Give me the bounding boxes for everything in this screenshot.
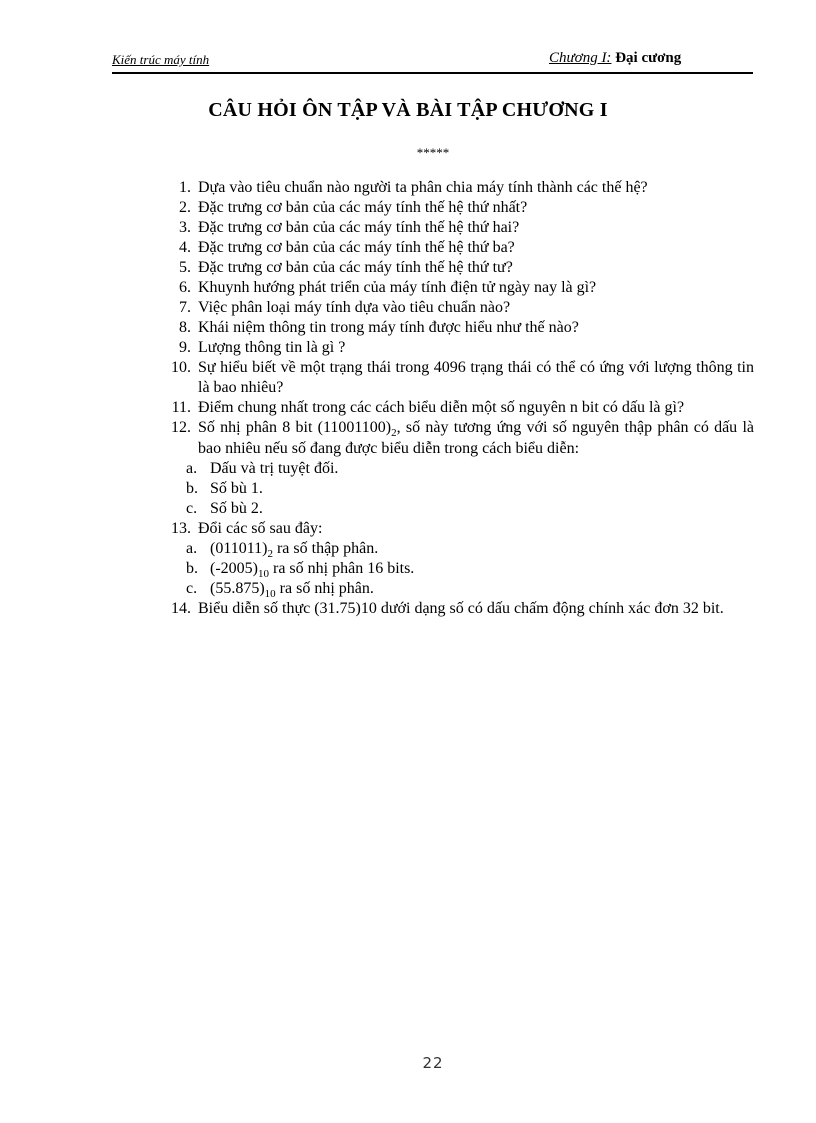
question-number: 1. bbox=[179, 179, 191, 196]
question-item bbox=[169, 278, 754, 298]
question-item bbox=[169, 398, 754, 418]
question-number: 11. bbox=[171, 399, 191, 416]
sub-question-letter: b. bbox=[186, 480, 198, 497]
sub-question-text: Số bù 2. bbox=[210, 500, 263, 517]
question-list bbox=[169, 178, 754, 619]
question-number: 4. bbox=[179, 239, 191, 256]
number-value: (011011) bbox=[210, 540, 268, 557]
question-text: Đặc trưng cơ bản của các máy tính thế hệ thứ nhất? bbox=[198, 199, 528, 216]
question-item bbox=[169, 338, 754, 358]
sub-question-list bbox=[169, 539, 754, 599]
header-book-title: Kiến trúc máy tính bbox=[112, 52, 210, 67]
question-number: 14. bbox=[171, 600, 191, 617]
question-text: Đặc trưng cơ bản của các máy tính thế hệ thứ hai? bbox=[198, 219, 520, 236]
title-separator: ***** bbox=[416, 145, 450, 160]
sub-question-letter: c. bbox=[186, 580, 198, 597]
question-text: Khuynh hướng phát triển của máy tính điện tử ngày nay là gì? bbox=[198, 279, 597, 296]
page-header bbox=[112, 48, 753, 74]
question-text bbox=[198, 419, 754, 457]
question-item bbox=[169, 218, 754, 238]
question-item bbox=[169, 258, 754, 278]
sub-question-text bbox=[210, 580, 374, 600]
sub-question-text: Số bù 1. bbox=[210, 480, 263, 497]
question-number: 13. bbox=[171, 520, 191, 537]
subscript: 10 bbox=[264, 588, 276, 600]
question-number: 8. bbox=[179, 319, 191, 336]
question-text: Việc phân loại máy tính dựa vào tiêu chuẩn nào? bbox=[198, 299, 511, 316]
sub-question-item bbox=[169, 479, 754, 499]
sub-question-item bbox=[169, 459, 754, 479]
sub-question-rest: ra số nhị phân 16 bits. bbox=[268, 560, 415, 577]
question-item bbox=[169, 599, 754, 619]
question-text-part: Số nhị phân 8 bit (11001100) bbox=[198, 419, 392, 436]
header-chapter bbox=[549, 50, 681, 67]
question-item bbox=[169, 318, 754, 338]
question-item bbox=[169, 418, 754, 459]
sub-question-text bbox=[210, 560, 415, 580]
sub-question-item bbox=[169, 539, 754, 559]
question-text: Khái niệm thông tin trong máy tính được hiểu như thế nào? bbox=[198, 319, 579, 336]
question-number: 7. bbox=[179, 299, 191, 316]
question-item bbox=[169, 198, 754, 218]
question-text: Biểu diễn số thực (31.75)10 dưới dạng số có dấu chấm động chính xác đơn 32 bit. bbox=[198, 600, 724, 617]
sub-question-text: Dấu và trị tuyệt đối. bbox=[210, 460, 339, 477]
sub-question-rest: ra số nhị phân. bbox=[275, 580, 374, 597]
question-text: Dựa vào tiêu chuẩn nào người ta phân chia máy tính thành các thế hệ? bbox=[198, 179, 648, 196]
sub-question-letter: a. bbox=[186, 460, 198, 477]
question-text: Sự hiểu biết về một trạng thái trong 4096 trạng thái có thể có ứng với lượng thông tin là bao nhiêu? bbox=[198, 359, 754, 396]
number-value: (-2005) bbox=[210, 560, 258, 577]
question-text: Lượng thông tin là gì ? bbox=[198, 339, 346, 356]
question-number: 9. bbox=[179, 339, 191, 356]
question-text-part: , số này tương ứng với số nguyên thập phân có dấu là bao nhiêu nếu số đang được biểu diễn trong cách biểu diễn: bbox=[198, 419, 754, 457]
sub-question-letter: c. bbox=[186, 500, 198, 517]
question-text: Đổi các số sau đây: bbox=[198, 520, 323, 537]
question-text: Đặc trưng cơ bản của các máy tính thế hệ thứ ba? bbox=[198, 239, 515, 256]
number-value: (55.875) bbox=[210, 580, 265, 597]
question-item bbox=[169, 519, 754, 539]
question-number: 2. bbox=[179, 199, 191, 216]
question-item bbox=[169, 358, 754, 398]
question-item bbox=[169, 298, 754, 318]
question-number: 12. bbox=[171, 419, 191, 436]
question-item bbox=[169, 238, 754, 258]
question-number: 5. bbox=[179, 259, 191, 276]
question-item bbox=[169, 178, 754, 198]
page-number: 22 bbox=[422, 1054, 444, 1072]
page-title: CÂU HỎI ÔN TẬP VÀ BÀI TẬP CHƯƠNG I bbox=[208, 99, 608, 121]
question-number: 10. bbox=[171, 359, 191, 376]
sub-question-item bbox=[169, 499, 754, 519]
sub-question-list bbox=[169, 459, 754, 519]
question-text: Điểm chung nhất trong các cách biểu diễn một số nguyên n bit có dấu là gì? bbox=[198, 399, 685, 416]
sub-question-item bbox=[169, 579, 754, 599]
subscript: 2 bbox=[391, 427, 397, 439]
question-number: 6. bbox=[179, 279, 191, 296]
subscript: 2 bbox=[267, 548, 273, 560]
sub-question-item bbox=[169, 559, 754, 579]
sub-question-letter: b. bbox=[186, 560, 198, 577]
sub-question-text bbox=[210, 540, 379, 560]
subscript: 10 bbox=[257, 568, 269, 580]
header-chapter-label: Chương I: bbox=[549, 50, 612, 66]
header-chapter-title: Đại cương bbox=[615, 50, 682, 66]
question-number: 3. bbox=[179, 219, 191, 236]
question-text: Đặc trưng cơ bản của các máy tính thế hệ thứ tư? bbox=[198, 259, 513, 276]
sub-question-rest: ra số thập phân. bbox=[272, 540, 379, 557]
sub-question-letter: a. bbox=[186, 540, 198, 557]
